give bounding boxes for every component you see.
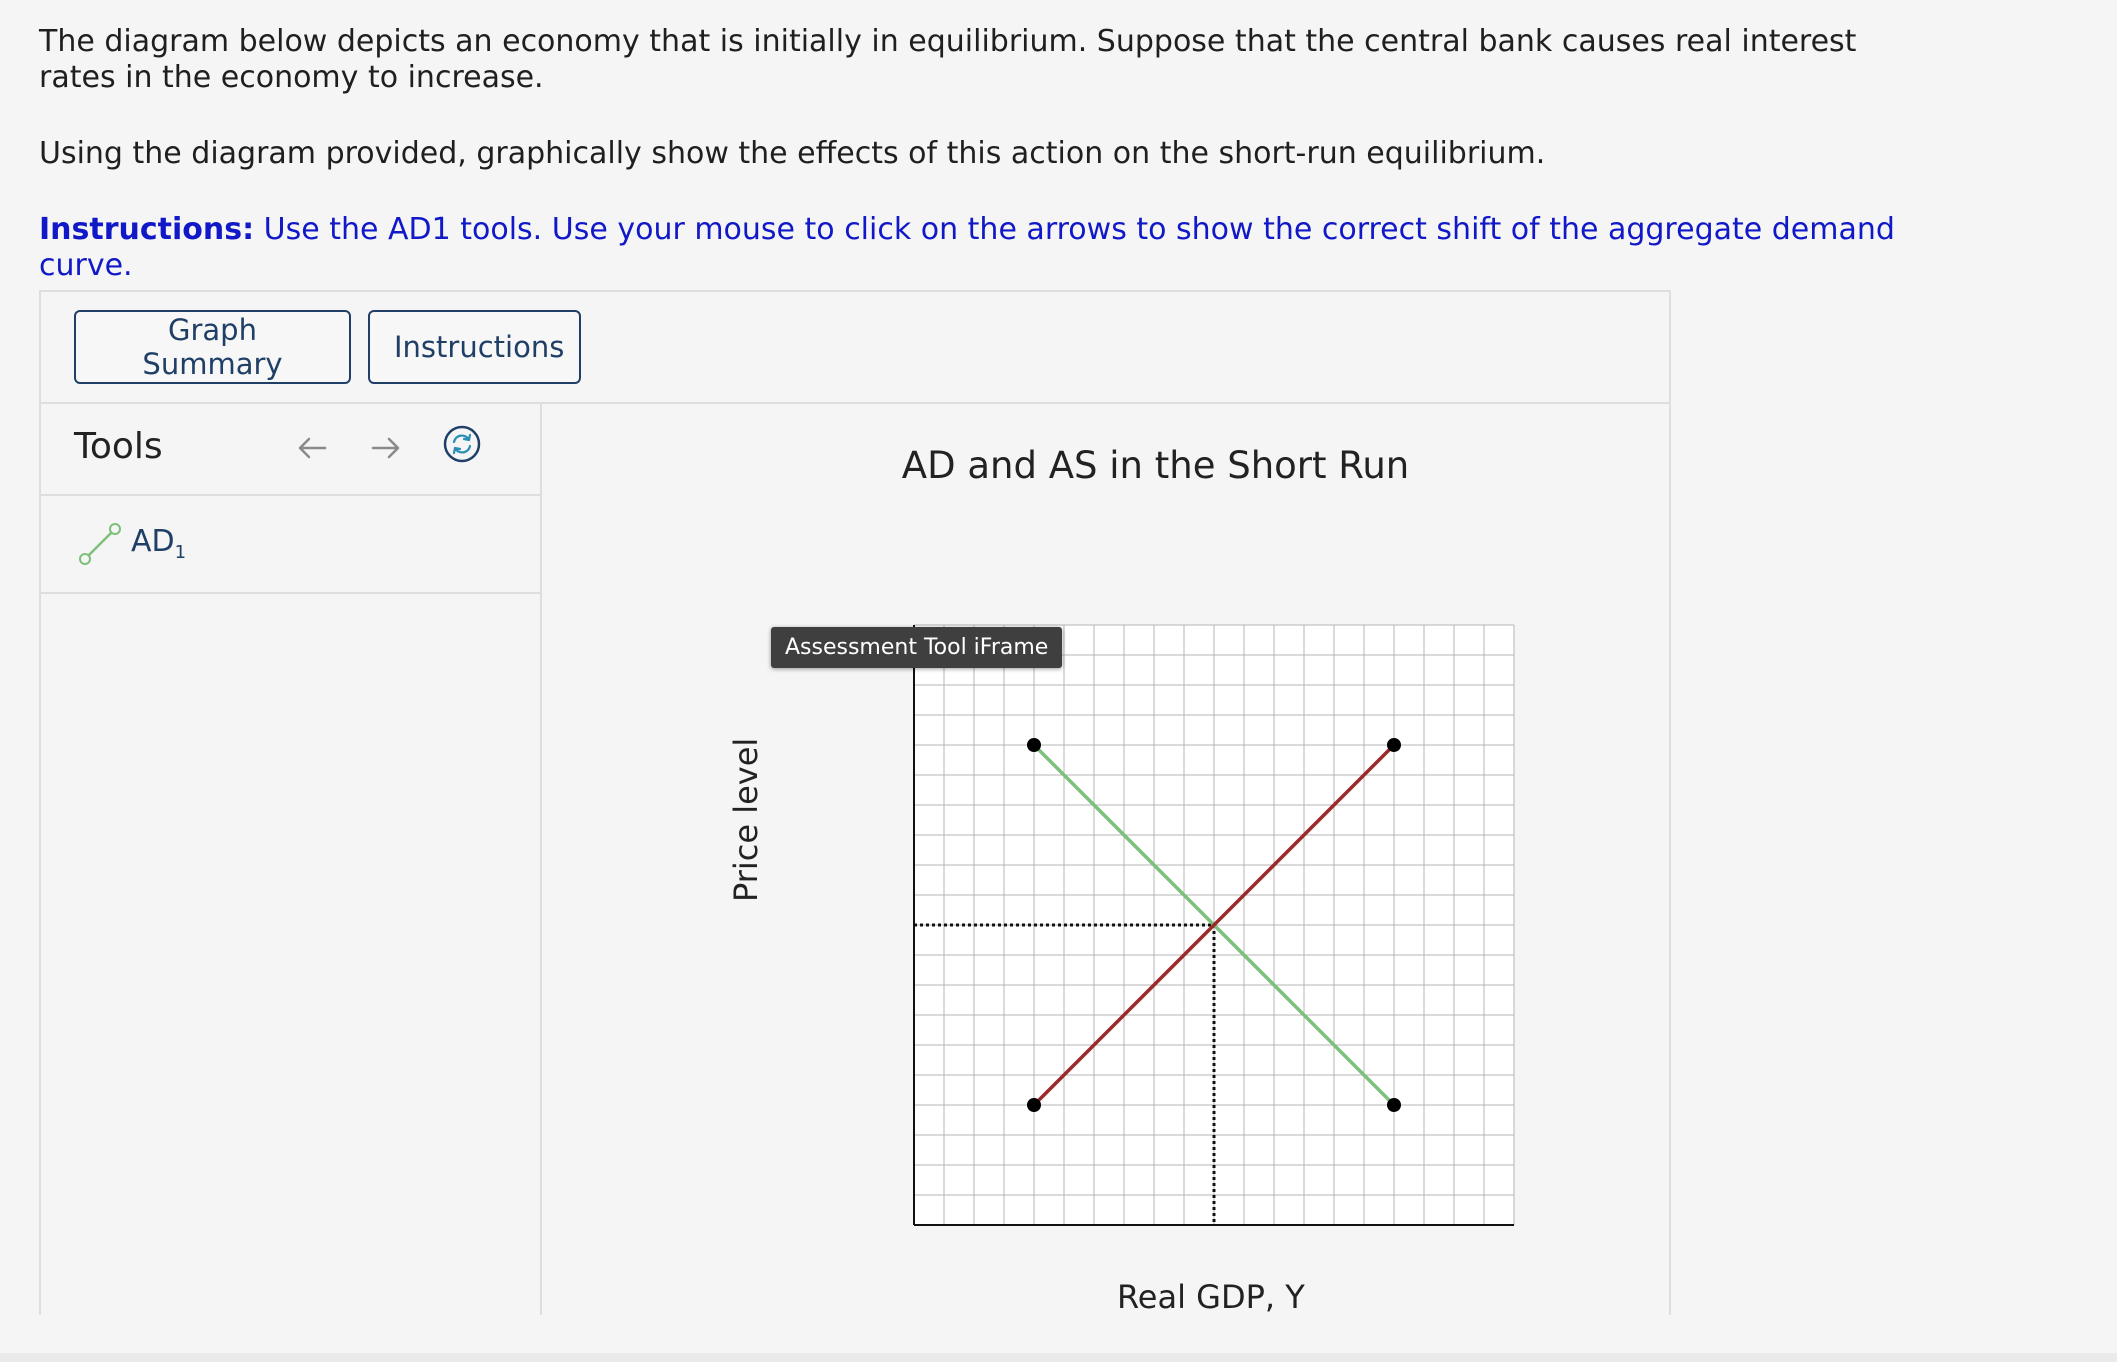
ad1-label-subscript: 1 <box>174 542 187 563</box>
undo-arrow-icon[interactable] <box>291 424 331 468</box>
redo-arrow-icon[interactable] <box>367 424 407 468</box>
page-bottom-border <box>0 1353 2117 1362</box>
reset-icon[interactable] <box>441 423 483 469</box>
series-0-endpoint-0 <box>1027 738 1041 752</box>
series-1-endpoint-1 <box>1387 738 1401 752</box>
question-instructions <box>39 212 1929 284</box>
instructions-button[interactable]: Instructions <box>368 310 581 384</box>
ad1-label-text: AD <box>131 524 175 559</box>
tools-title: Tools <box>74 426 163 467</box>
instructions-text: Use the AD1 tools. Use your mouse to click on the arrows to show the correct shift of the aggregate demand curve. <box>39 212 1895 283</box>
tools-sidebar <box>41 402 542 1315</box>
x-axis-label: Real GDP, Y <box>1117 1278 1305 1316</box>
ad1-tool[interactable] <box>41 496 540 594</box>
assessment-tooltip: Assessment Tool iFrame <box>771 627 1062 668</box>
line-tool-icon <box>77 521 123 571</box>
graph-panel <box>39 290 1671 1315</box>
tools-header <box>41 402 540 496</box>
ad1-tool-label <box>131 524 186 563</box>
graph-summary-button[interactable]: Graph Summary <box>74 310 351 384</box>
panel-toolbar <box>41 292 1669 404</box>
question-paragraph-1: The diagram below depicts an economy that is initially in equilibrium. Suppose that the central bank causes real interest rates in the economy to increase. <box>39 24 1857 95</box>
y-axis-label: Price level <box>727 737 765 902</box>
chart-canvas[interactable] <box>542 402 1672 1317</box>
question-paragraph-2: Using the diagram provided, graphically show the effects of this action on the short-run equilibrium. <box>39 136 1546 171</box>
instructions-label: Instructions: <box>39 212 255 247</box>
graph-area[interactable] <box>542 402 1669 1315</box>
chart-title: AD and AS in the Short Run <box>901 444 1410 487</box>
series-0-endpoint-1 <box>1387 1098 1401 1112</box>
series-1-endpoint-0 <box>1027 1098 1041 1112</box>
